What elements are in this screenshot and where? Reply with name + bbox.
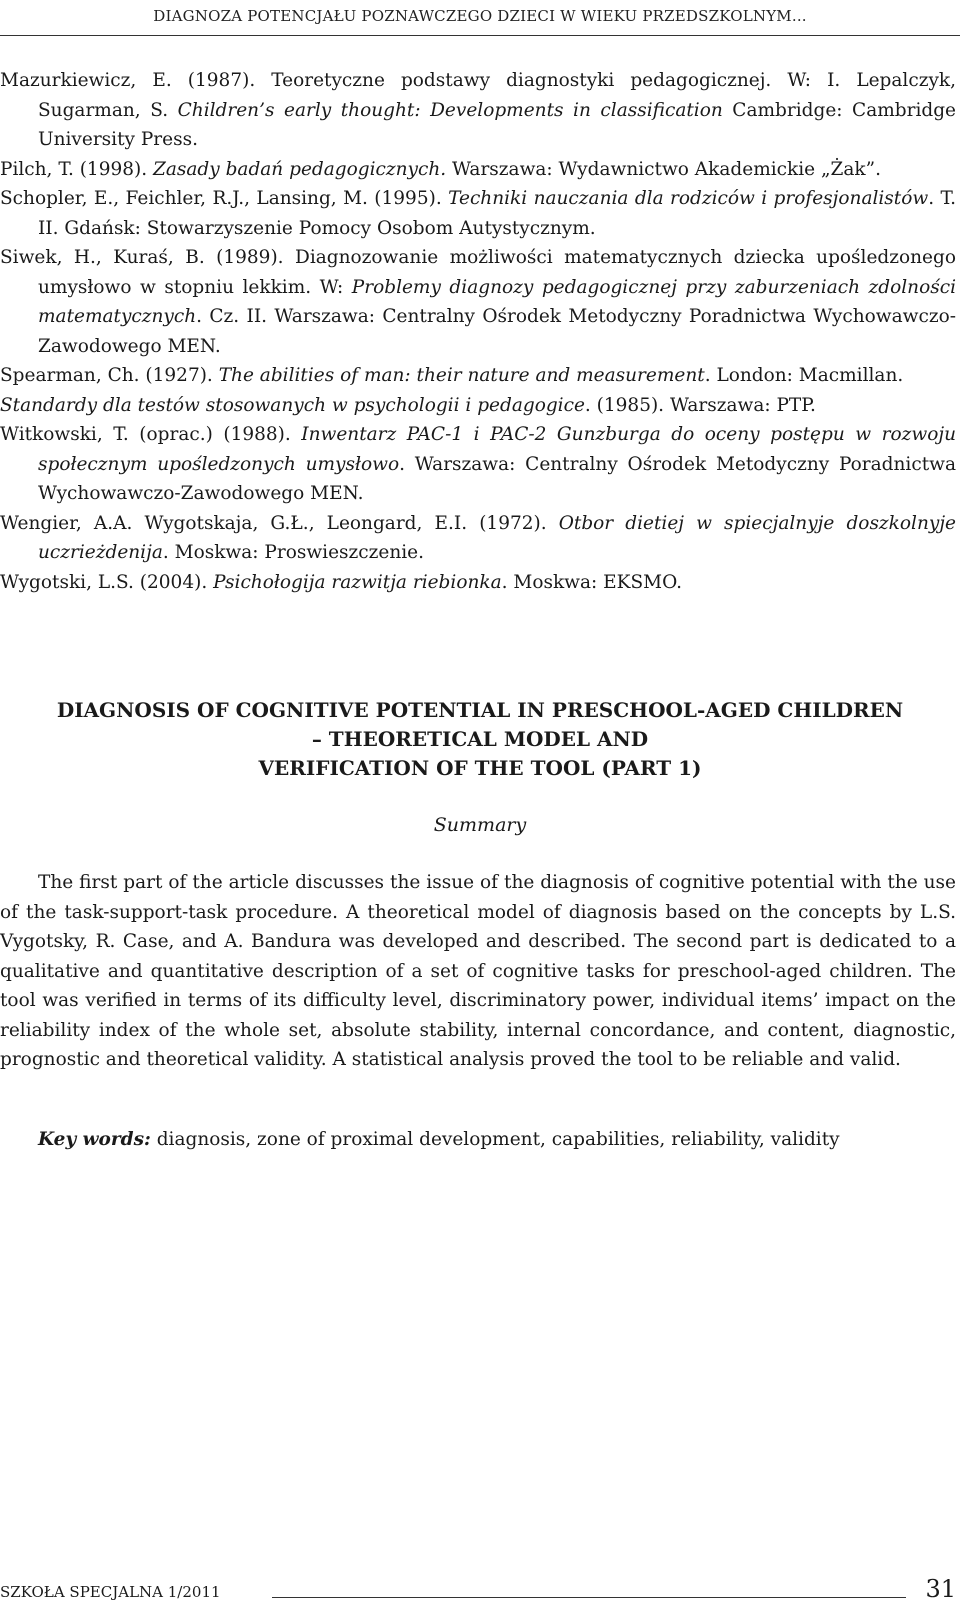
running-head: DIAGNOZA POTENCJAŁU POZNAWCZEGO DZIECI W WIEKU PRZEDSZKOLNYM... <box>0 0 960 36</box>
reference-entry: Schopler, E., Feichler, R.J., Lansing, M. (1995). Techniki nauczania dla rodziców i profesjonalistów. T. II. Gdańsk: Stowarzyszenie Pomocy Osobom Autystycznym. <box>0 188 956 239</box>
reference-entry: Witkowski, T. (oprac.) (1988). Inwentarz PAC-1 i PAC-2 Gunzburga do oceny postępu w rozwoju społecznym upośledzonych umysłowo. Warszawa: Centralny Ośrodek Metodyczny Poradnictwa Wychowawczo-Zawodowego MEN. <box>0 424 956 504</box>
footer-journal: SZKOŁA SPECJALNA 1/2011 <box>0 1583 221 1601</box>
keywords-text: diagnosis, zone of proximal development, capabilities, reliability, validity <box>150 1129 840 1150</box>
reference-entry: Wygotski, L.S. (2004). Psichołogija razwitja riebionka. Moskwa: EKSMO. <box>0 571 683 593</box>
summary-heading: Summary <box>433 814 527 836</box>
reference-list <box>0 66 956 597</box>
reference-entry: Mazurkiewicz, E. (1987). Teoretyczne podstawy diagnostyki pedagogicznej. W: I. Lepalczyk, Sugarman, S. Children’s early thought: Developments in classification Cambridge: Cambridge University Press. <box>0 70 956 150</box>
footer-rule <box>272 1597 906 1598</box>
keywords-label: Key words: <box>38 1129 151 1150</box>
title-line: VERIFICATION OF THE TOOL (PART 1) <box>258 756 702 780</box>
reference-entry: Spearman, Ch. (1927). The abilities of man: their nature and measurement. London: Macmillan. <box>0 365 904 386</box>
keywords <box>0 1125 956 1155</box>
reference-entry: Wengier, A.A. Wygotskaja, G.Ł., Leongard, E.I. (1972). Otbor dietiej w spiecjalnyje doszkolnyje uczrieżdenija. Moskwa: Proswieszczenie. <box>0 512 956 563</box>
page-footer <box>0 1575 960 1611</box>
title-line: DIAGNOSIS OF COGNITIVE POTENTIAL IN PRESCHOOL-AGED CHILDREN <box>56 698 904 722</box>
reference-entry: Pilch, T. (1998). Zasady badań pedagogicznych. Warszawa: Wydawnictwo Akademickie „Żak”. <box>0 158 881 180</box>
title-line: – THEORETICAL MODEL AND <box>311 727 649 751</box>
article-title <box>0 696 960 783</box>
page-number: 31 <box>925 1575 956 1603</box>
reference-entry: Standardy dla testów stosowanych w psychologii i pedagogice. (1985). Warszawa: PTP. <box>0 394 816 416</box>
reference-entry: Siwek, H., Kuraś, B. (1989). Diagnozowanie możliwości matematycznych dziecka upośledzonego umysłowo w stopniu lekkim. W: Problemy diagnozy pedagogicznej przy zaburzeniach zdolności matematycznych. Cz. II. Warszawa: Centralny Ośrodek Metodyczny Poradnictwa Wychowawczo-Zawodowego MEN. <box>0 247 957 357</box>
abstract-text: The first part of the article discusses the issue of the diagnosis of cognitive potential with the use of the task-support-task procedure. A theoretical model of diagnosis based on the concepts by L.S. Vygotsky, R. Case, and A. Bandura was developed and described. The second part is dedicated to a qualitative and quantitative description of a set of cognitive tasks for preschool-aged children. The tool was verified in terms of its difficulty level, discriminatory power, individual items’ impact on the reliability index of the whole set, absolute stability, internal concordance, and content, diagnostic, prognostic and theoretical validity. A statistical analysis proved the tool to be reliable and valid. <box>0 872 956 1070</box>
